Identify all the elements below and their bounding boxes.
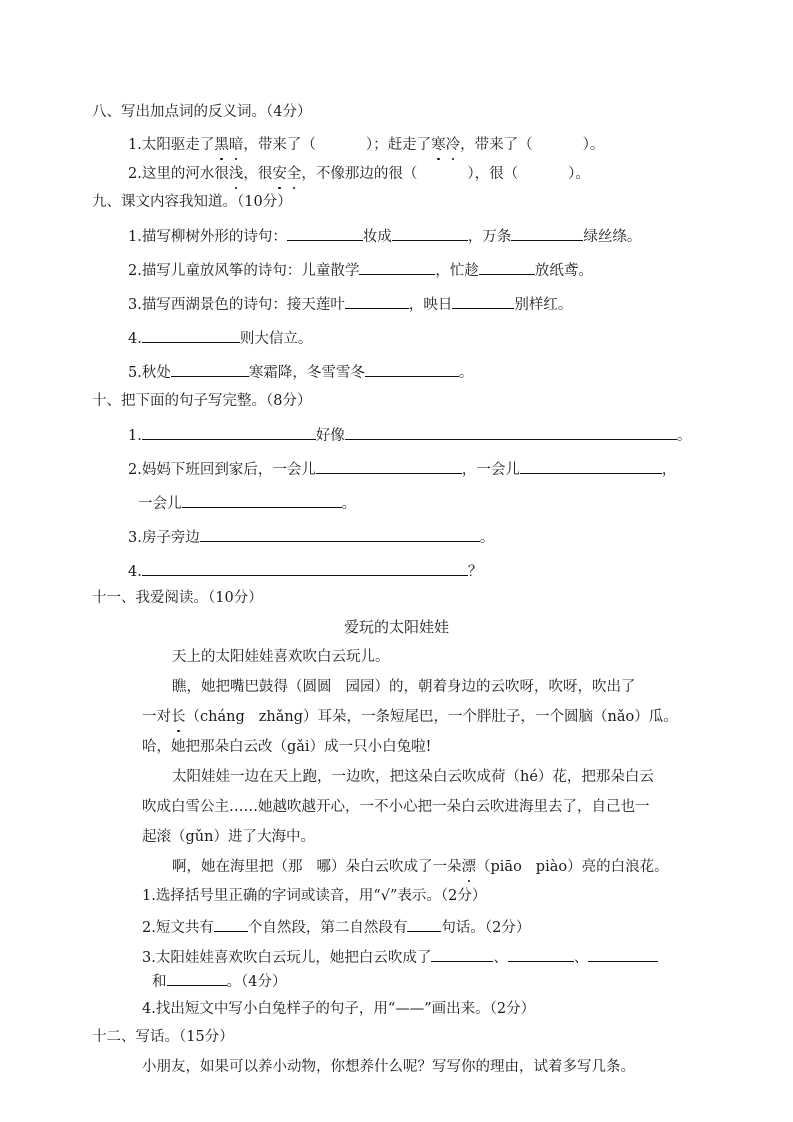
- passage-paragraph-4: [172, 857, 732, 877]
- section-10-question-1: [128, 424, 691, 446]
- text: 和: [152, 974, 167, 990]
- reading-question-3-cont: [152, 970, 286, 992]
- text: 。: [458, 365, 474, 381]
- emphasis-char: 黑: [214, 137, 229, 153]
- answer-blank[interactable]: [287, 225, 363, 241]
- emphasis-char: 浅: [228, 166, 244, 182]
- answer-blank[interactable]: [479, 259, 535, 275]
- text: 2.妈妈下班回到家后，一会儿: [128, 462, 316, 478]
- text: 1.: [128, 428, 142, 444]
- text: ，: [661, 462, 677, 478]
- text: 3.描写西湖景色的诗句：接天莲叶: [128, 297, 345, 313]
- reading-question-1: 1.选择括号里正确的字词或读音，用“√”表示。（2分）: [142, 888, 487, 904]
- emphasis-char: 冷: [445, 137, 461, 153]
- passage-paragraph-2-line-1: [172, 677, 732, 697]
- section-9-question-5: [128, 361, 473, 383]
- answer-blank[interactable]: [214, 916, 248, 932]
- text: 妆成: [362, 229, 392, 245]
- section-8-question-1: [128, 135, 604, 155]
- text: 2.这里的河水很: [128, 166, 229, 182]
- section-10-question-2-cont: [138, 492, 356, 514]
- emphasis-char: 全: [286, 166, 302, 182]
- section-12-heading: 十二、写话。（15分）: [92, 1029, 234, 1045]
- text: ），很（: [467, 166, 519, 182]
- passage-paragraph-3-line-1: 太阳娃娃一边在天上跑，一边吹，把这朵白云吹成荷（hé）花，把那朵白云: [172, 769, 654, 785]
- text: ，万条: [467, 229, 512, 245]
- text: 好像: [315, 428, 345, 444]
- text: 2.描写儿童放风筝的诗句：儿童散学: [128, 263, 360, 279]
- answer-blank[interactable]: [452, 293, 514, 309]
- text: 寒霜降，冬雪雪冬: [248, 365, 365, 381]
- text: 哪）朵白云吹成了一朵: [316, 859, 462, 875]
- passage-paragraph-3-line-2: 吹成白雪公主……她越吹越开心，一不小心把一朵白云吹进海里去了，自己也一: [142, 799, 650, 815]
- text: 。（4分）: [226, 974, 287, 990]
- emphasis-char: 寒: [431, 137, 446, 153]
- answer-blank[interactable]: [316, 458, 462, 474]
- section-10-question-2: [128, 458, 676, 480]
- passage-paragraph-2-line-2: [142, 707, 702, 727]
- reading-question-3: [142, 946, 658, 968]
- answer-blank[interactable]: [200, 526, 480, 542]
- text: ，一会儿: [461, 462, 520, 478]
- answer-blank[interactable]: [359, 259, 435, 275]
- text: piào）亮的白浪花。: [535, 859, 669, 875]
- text: 2.短文共有: [142, 920, 214, 936]
- text: 4.: [128, 331, 142, 347]
- text: ，不像那边的很（: [301, 166, 418, 182]
- answer-blank[interactable]: [142, 327, 240, 343]
- text: 1.描写柳树外形的诗句：: [128, 229, 287, 245]
- text: （cháng: [185, 709, 245, 725]
- text: ）。: [568, 166, 590, 182]
- text: 3.房子旁边: [128, 530, 200, 546]
- answer-blank[interactable]: [345, 424, 677, 440]
- emphasis-char: 安: [272, 166, 287, 182]
- text: 。: [479, 530, 495, 546]
- writing-prompt: 小朋友，如果可以养小动物，你想养什么呢？写写你的理由，试着多写几条。: [142, 1059, 635, 1075]
- text: ，很: [243, 166, 273, 182]
- section-11-heading: 十一、我爱阅读。（10分）: [92, 590, 263, 606]
- answer-blank[interactable]: [431, 946, 493, 962]
- passage-paragraph-3-line-3: 起滚（gǔn）进了大海中。: [142, 829, 315, 845]
- answer-blank[interactable]: [142, 560, 468, 576]
- passage-title: 爱玩的太阳娃娃: [343, 618, 449, 636]
- passage-paragraph-1: 天上的太阳娃娃喜欢吹白云玩儿。: [172, 649, 390, 665]
- section-9-question-3: [128, 293, 572, 315]
- section-9-question-4: [128, 327, 312, 349]
- text: 、: [493, 950, 508, 966]
- section-10-question-3: [128, 526, 494, 548]
- answer-blank[interactable]: [520, 458, 662, 474]
- text: 别样红。: [514, 297, 573, 313]
- text: 啊，她在海里把（那: [172, 859, 303, 875]
- text: ，映日: [408, 297, 453, 313]
- answer-blank[interactable]: [142, 424, 316, 440]
- answer-blank[interactable]: [171, 361, 249, 377]
- text: 一对: [142, 709, 171, 725]
- text: （piāo: [476, 859, 522, 875]
- text: 一会儿: [138, 496, 182, 512]
- text: 句话。（2分）: [441, 920, 531, 936]
- text: ，忙趁: [435, 263, 479, 279]
- section-8-question-2: [128, 164, 590, 184]
- text: 放纸鸢。: [534, 263, 593, 279]
- text: 园园）的，朝着身边的云吹呀，吹呀，吹出了: [345, 679, 636, 695]
- emphasis-char: 暗: [228, 137, 244, 153]
- text: ）。: [582, 137, 605, 153]
- text: ，带来了（: [460, 137, 533, 153]
- answer-blank[interactable]: [407, 916, 441, 932]
- emphasis-char: 漂: [461, 859, 476, 875]
- text: 绿丝绦。: [583, 229, 642, 245]
- text: ？: [467, 564, 483, 580]
- answer-blank[interactable]: [345, 293, 409, 309]
- emphasis-char: 长: [171, 709, 186, 725]
- reading-question-4: 4.找出短文中写小白兔样子的句子，用“——”画出来。（2分）: [142, 1001, 536, 1017]
- section-9-question-1: [128, 225, 641, 247]
- text: 3.太阳娃娃喜欢吹白云玩儿，她把白云吹成了: [142, 950, 432, 966]
- answer-blank[interactable]: [365, 361, 459, 377]
- text: 。: [341, 496, 356, 512]
- passage-paragraph-2-line-3: 哈，她把那朵白云改（gǎi）成一只小白兔啦!: [142, 739, 432, 755]
- answer-blank[interactable]: [508, 946, 574, 962]
- text: 5.秋处: [128, 365, 171, 381]
- text: 个自然段，第二自然段有: [247, 920, 408, 936]
- answer-blank[interactable]: [392, 225, 468, 241]
- text: 瞧，她把嘴巴鼓得（圆圆: [172, 679, 332, 695]
- section-9-heading: 九、课文内容我知道。（10分）: [92, 194, 292, 210]
- section-8-heading: 八、写出加点词的反义词。（4分）: [92, 104, 312, 120]
- text: 则大信立。: [239, 331, 313, 347]
- answer-blank[interactable]: [182, 492, 342, 508]
- answer-blank[interactable]: [588, 946, 658, 962]
- section-9-question-2: [128, 259, 593, 281]
- text: zhǎng）耳朵，一条短尾巴，一个胖肚子，一个圆脑（nǎo）瓜。: [258, 709, 678, 725]
- reading-question-2: [142, 916, 530, 938]
- text: 。: [676, 428, 692, 444]
- text: ）；赶走了: [365, 137, 432, 153]
- text: 、: [573, 950, 589, 966]
- text: 4.: [128, 564, 142, 580]
- answer-blank[interactable]: [167, 970, 227, 986]
- section-10-question-4: [128, 560, 482, 582]
- answer-blank[interactable]: [511, 225, 583, 241]
- section-10-heading: 十、把下面的句子写完整。（8分）: [92, 393, 312, 409]
- text: 1.太阳驱走了: [128, 137, 215, 153]
- text: ，带来了（: [243, 137, 316, 153]
